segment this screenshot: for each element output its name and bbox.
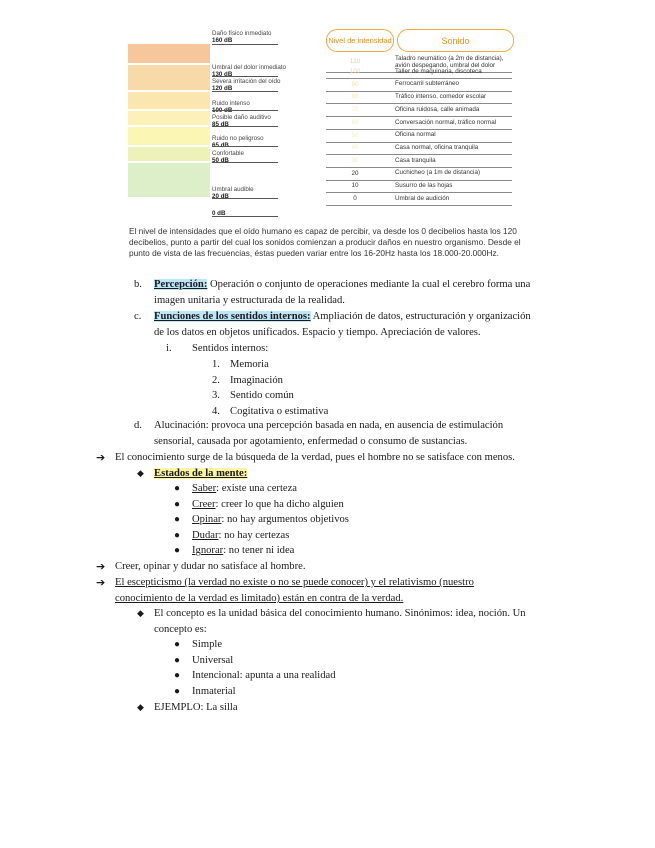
item-c-line1 — [154, 309, 531, 325]
sound-description: Taladro neumático (a 2m de distancia), avión despegando, umbral del dolor — [395, 55, 504, 69]
item-b-line1 — [154, 277, 530, 293]
concepto-line2: concepto es: — [154, 624, 207, 635]
table-row — [326, 180, 512, 193]
term-percepcion: Percepción: — [154, 279, 208, 290]
item-c-marker: c. — [134, 311, 142, 322]
level-value: 90 — [351, 80, 359, 88]
item-d-line2: sensorial, causada por agotamiento, enfermedad o consumo de sustancias. — [154, 436, 468, 447]
sound-description: Casa normal, oficina tranquila — [395, 143, 479, 151]
arrow-icon: ➔ — [96, 560, 106, 573]
estado-term: Creer — [192, 498, 216, 510]
item-b-text1: Operación o conjunto de operaciones mediante la cual el cerebro forma una — [207, 279, 531, 290]
item-b-line2: imagen unitaria y estructurada de la realidad. — [154, 295, 345, 306]
header-level-label: Nivel de intensidad — [328, 35, 392, 45]
concepto-item: Simple — [192, 639, 223, 650]
sound-description: Ferrocarril subterráneo — [395, 80, 460, 88]
scale-tick — [212, 162, 278, 163]
sense-number: 4. — [212, 405, 220, 417]
level-value: 0 — [353, 195, 357, 202]
bullet-icon: ● — [174, 514, 181, 526]
item-c-text1: Ampliación de datos, estructuración y organización — [310, 311, 531, 322]
item-b-marker: b. — [134, 279, 142, 290]
color-band — [128, 163, 210, 197]
scale-label — [212, 78, 280, 92]
color-band — [128, 65, 210, 90]
scale-label-db: 100 dB — [212, 107, 233, 114]
estado-item — [192, 512, 349, 528]
scale-label-db: 130 dB — [212, 71, 233, 78]
bullet-icon: ● — [174, 639, 181, 650]
level-value: 20 — [351, 169, 359, 177]
scale-tick — [212, 44, 278, 45]
item-i-text: Sentidos internos: — [192, 343, 269, 354]
scale-tick — [212, 146, 278, 147]
sound-description: Conversación normal, tráfico normal — [395, 118, 497, 126]
scale-label-desc: Umbral audible — [212, 186, 254, 193]
sound-description: Oficina ruidosa, calle animada — [395, 105, 480, 113]
color-band — [128, 111, 210, 125]
sound-description: Umbral de audición — [395, 194, 450, 202]
estado-rest: : no tener ni idea — [223, 545, 295, 557]
arrow-icon: ➔ — [96, 451, 106, 464]
sound-description: Taller de maquinaria, discoteca — [395, 67, 482, 75]
scale-tick — [212, 110, 278, 111]
estado-rest: : existe una certeza — [216, 483, 298, 494]
scale-label-db: 0 dB — [212, 210, 226, 217]
sense-item: Memoria — [230, 359, 269, 370]
item-i-marker: i. — [166, 343, 172, 354]
sound-description: Cuchicheo (a 1m de distancia) — [395, 169, 481, 177]
estado-term: Opinar — [192, 514, 222, 526]
scale-label-desc: Posible daño auditivo — [212, 114, 271, 121]
estados-title-label: Estados de la mente: — [154, 468, 248, 479]
concepto-item: Universal — [192, 654, 234, 666]
bullet-icon: ● — [174, 498, 181, 510]
color-band — [128, 92, 210, 109]
level-value: 50 — [351, 131, 359, 139]
color-band — [128, 147, 210, 161]
estado-rest: : no hay argumentos objetivos — [221, 514, 349, 526]
item-d-marker: d. — [134, 420, 142, 431]
diamond-icon: ◆ — [137, 609, 144, 619]
level-value: 10 — [351, 182, 359, 190]
estado-term: Saber — [192, 483, 217, 494]
level-value: 120 — [349, 58, 361, 65]
table-row — [326, 155, 512, 168]
table-row — [326, 79, 512, 92]
sound-description: Tráfico intenso, comedor escolar — [395, 93, 487, 101]
level-value: 80 — [351, 93, 359, 101]
scale-label-desc: Confortable — [212, 150, 244, 157]
scale-tick — [212, 91, 278, 92]
estado-item — [192, 497, 344, 513]
diamond-icon: ◆ — [137, 703, 144, 713]
decibel-figure — [0, 0, 655, 260]
arrow-line-2: Creer, opinar y dudar no satisface al hombre. — [115, 561, 306, 572]
sense-number: 1. — [212, 359, 220, 370]
sense-number: 2. — [212, 374, 220, 386]
arrow-icon: ➔ — [96, 576, 106, 589]
estado-rest: : no hay certezas — [218, 529, 290, 541]
table-row — [326, 104, 512, 117]
sense-number: 3. — [212, 390, 220, 401]
diamond-icon: ◆ — [137, 469, 144, 479]
concepto-item: Intencional: apunta a una realidad — [192, 670, 336, 681]
scale-label-db: 20 dB — [212, 193, 229, 200]
arrow-line-1: El conocimiento surge de la búsqueda de la verdad, pues el hombre no se satisface con menos. — [115, 452, 515, 463]
bullet-icon: ● — [174, 483, 181, 494]
arrow-line-3b: conocimiento de la verdad es limitado) están en contra de la verdad. — [115, 593, 404, 604]
sound-description: Oficina normal — [395, 131, 436, 139]
ejemplo-line: EJEMPLO: La silla — [154, 702, 238, 713]
scale-tick — [212, 216, 278, 217]
concepto-line1: El concepto es la unidad básica del conocimiento humano. Sinónimos: idea, noción. Un — [154, 608, 526, 619]
bullet-icon: ● — [174, 654, 181, 666]
estado-term: Ignorar — [192, 545, 224, 557]
level-value: 30 — [351, 156, 359, 164]
estado-item — [192, 543, 294, 559]
sense-item: Imaginación — [230, 374, 283, 386]
estados-title — [154, 466, 247, 482]
color-band — [128, 127, 210, 145]
table-row — [326, 66, 512, 79]
scale-label-desc: Umbral del dolor inmediato — [212, 64, 286, 71]
scale-label-desc: Ruido no peligroso — [212, 135, 264, 142]
scale-label — [212, 100, 250, 114]
item-d-line1: Alucinación: provoca una percepción basada en nada, en ausencia de estimulación — [154, 420, 504, 431]
scale-tick — [212, 126, 278, 127]
sound-description: Casa tranquila — [395, 156, 436, 164]
color-band — [128, 44, 210, 63]
table-row — [326, 91, 512, 104]
bullet-icon: ● — [174, 529, 181, 541]
estado-item — [192, 481, 297, 497]
scale-label-db: 160 dB — [212, 37, 233, 44]
scale-label-desc: Ruido intenso — [212, 100, 250, 107]
header-sound-label: Sonido — [441, 35, 470, 46]
item-c-line2: de los datos en objetos unificados. Espacio y tiempo. Apreciación de valores. — [154, 327, 481, 338]
scale-label-desc: Severa irritación del oído — [212, 78, 281, 85]
term-funciones: Funciones de los sentidos internos: — [154, 311, 311, 322]
scale-label — [212, 30, 272, 44]
scale-label-db: 50 dB — [212, 157, 229, 164]
concepto-item: Inmaterial — [192, 685, 236, 697]
scale-tick — [212, 198, 278, 199]
sense-item: Sentido común — [230, 390, 294, 401]
estado-item — [192, 528, 289, 544]
level-value: 40 — [351, 144, 359, 152]
estado-term: Dudar — [192, 529, 219, 541]
level-value: 60 — [351, 118, 359, 126]
arrow-line-3a: El escepticismo (la verdad no existe o no se puede conocer) y el relativismo (nuestro — [115, 577, 474, 588]
scale-label-desc: Daño físico inmediato — [212, 30, 272, 37]
figure-caption: El nivel de intensidades que el oído humano es capaz de percibir, va desde los 0 decibelios hasta los 120 decibelios, punto a partir del cual los sonidos comienzan a producir daños en nuestro organismo. Desde el punto de vista de las frecuencias, éstas pueden variar entre los 16-20Hz hasta los 18.000-20.000Hz. — [129, 226, 521, 258]
level-value: 70 — [351, 106, 359, 114]
table-row — [326, 117, 512, 130]
header-sound — [397, 29, 514, 52]
bullet-icon: ● — [174, 670, 181, 681]
bullet-icon: ● — [174, 685, 181, 697]
bullet-icon: ● — [174, 545, 181, 557]
estado-rest: : creer lo que ha dicho alguien — [215, 498, 344, 510]
level-value: 100 — [349, 68, 361, 75]
scale-label-db: 120 dB — [212, 85, 233, 92]
scale-tick — [212, 76, 278, 77]
table-row — [326, 130, 512, 143]
scale-label-db: 85 dB — [212, 121, 229, 128]
table-row — [326, 193, 512, 206]
sense-item: Cogitativa o estimativa — [230, 405, 329, 417]
scale-label-db: 65 dB — [212, 142, 229, 149]
header-level — [326, 29, 394, 52]
table-row — [326, 168, 512, 181]
table-row — [326, 142, 512, 155]
sound-description: Susurro de las hojas — [395, 182, 453, 189]
